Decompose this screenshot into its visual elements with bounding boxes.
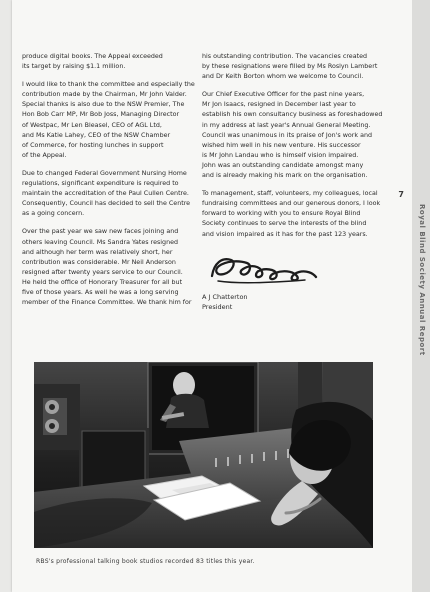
signature-block [202, 248, 385, 292]
left-text-column [22, 52, 205, 316]
signature-icon [204, 248, 322, 292]
signatory-title: President [202, 302, 233, 311]
photo-caption: RBS's professional talking book studios recorded 83 titles this year. [36, 558, 255, 565]
paragraph: To management, staff, volunteers, my colleagues, local fundraising committees and our generous donors, I look forward to working with you to ensure Royal Blind Society continues to serve the interests of the blind and vision impaired as it has for the past 123 years. [202, 190, 381, 238]
paragraph: Over the past year we saw new faces joining and others leaving Council. Ms Sandra Yates resigned and although her term was relatively short, her contribution was considerable. Mr Neil Anderson resigned after twenty years service to our Council. He held the office of Honorary Treasurer for all but five of those years. As well he was a long serving member of the Finance Committee. We thank him for [22, 228, 192, 307]
right-text-column [202, 52, 385, 312]
vertical-report-title: Royal Blind Society Annual Report [418, 204, 426, 356]
studio-photo [34, 362, 373, 548]
paragraph: his outstanding contribution. The vacancies created by these resignations were filled by Ms Roslyn Lambert and Dr Keith Borton whom we welcome to Council. [202, 53, 378, 81]
paragraph: I would like to thank the committee and especially the contribution made by the Chairman, Mr John Valder. Special thanks is also due to the NSW Premier, The Hon Bob Carr MP, Mr Bob Joss, Managing Director of Westpac, Mr Len Bleasel, CEO of AGL Ltd, and Ms Katie Lahey, CEO of the NSW Chamber of Commerce, for hosting lunches in support of the Appeal. [22, 81, 195, 159]
paragraph: Due to changed Federal Government Nursing Home regulations, significant expenditure is required to maintain the accreditation of the Paul Cullen Centre. Consequently, Council has decided to sell the Centre as a going concern. [22, 169, 191, 218]
page-number: 7 [398, 190, 404, 199]
signatory-name: A J Chatterton [202, 292, 248, 301]
paragraph: produce digital books. The Appeal exceeded its target by raising $1.1 million. [22, 53, 163, 71]
paragraph: Our Chief Executive Officer for the past nine years, Mr Jon Isaacs, resigned in December last year to establish his own consultancy business as foreshadowed in my address at last year's Annual General Meeting. Council was unanimous in its praise of Jon's work and wished him well in his new venture. His successor is Mr John Landau who is himself vision impaired. John was an outstanding candidate amongst many and is already making his mark on the organisation. [202, 91, 383, 180]
recording-studio-image [34, 362, 373, 548]
